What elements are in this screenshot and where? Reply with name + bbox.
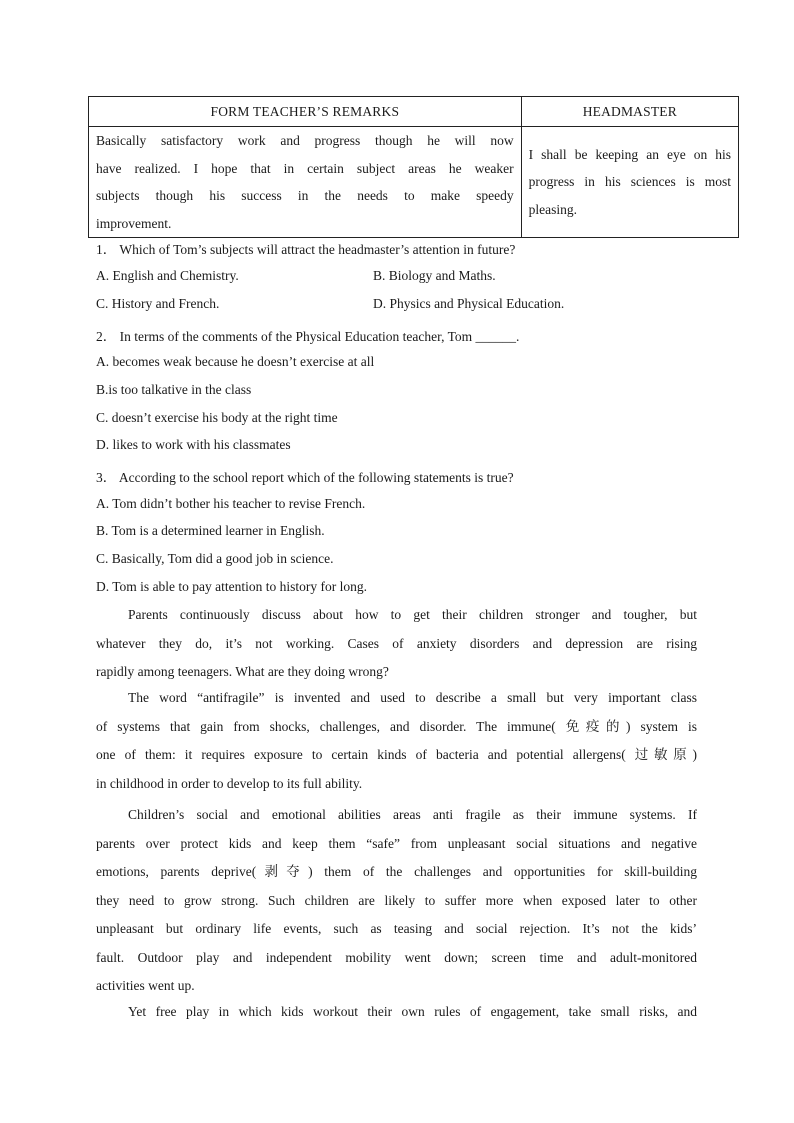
passage-paragraph-2 xyxy=(96,684,697,798)
form-teacher-line: improvement. xyxy=(96,215,172,231)
question-3-option-a: A. Tom didn’t bother his teacher to revise French. xyxy=(96,496,366,511)
question-2-option-b: B.is too talkative in the class xyxy=(96,382,252,397)
passage-paragraph-3 xyxy=(96,801,697,1001)
paragraph-line: whatever they do, it’s not working. Cases of anxiety disorders and depression are rising xyxy=(96,635,697,651)
paragraph-line: parents over protect kids and keep them “safe” from unpleasant social situations and negative xyxy=(96,835,697,851)
remarks-header-row xyxy=(89,97,739,127)
paragraph-line: fault. Outdoor play and independent mobility went down; screen time and adult-monitored xyxy=(96,949,697,965)
paragraph-line: one of them: it requires exposure to certain kinds of bacteria and potential allergens( 过敏原) xyxy=(96,747,697,762)
remarks-table xyxy=(88,96,739,238)
question-1-stem: 1． Which of Tom’s subjects will attract the headmaster’s attention in future? xyxy=(96,242,516,257)
form-teacher-line: Basically satisfactory work and progress though he will now xyxy=(96,133,514,148)
paragraph-line: Children’s social and emotional abilities areas anti fragile as their immune systems. If xyxy=(128,807,697,822)
question-2-option-c: C. doesn’t exercise his body at the right time xyxy=(96,410,338,425)
paragraph-line: activities went up. xyxy=(96,978,195,993)
form-teacher-remarks-cell xyxy=(89,127,522,238)
paragraph-line: in childhood in order to develop to its full ability. xyxy=(96,775,363,791)
question-3-stem: 3． According to the school report which of the following statements is true? xyxy=(96,470,514,485)
question-3-option-c: C. Basically, Tom did a good job in science. xyxy=(96,551,334,566)
paragraph-line: Parents continuously discuss about how to get their children stronger and tougher, but xyxy=(128,607,697,622)
passage-paragraph-1 xyxy=(96,601,697,687)
form-teacher-line: have realized. I hope that in certain subject areas he weaker xyxy=(96,160,514,176)
headmaster-line: progress in his sciences is most xyxy=(528,174,731,190)
paragraph-line: of systems that gain from shocks, challenges, and disorder. The immune( 免疫的) system is xyxy=(96,718,697,734)
question-2-option-d: D. likes to work with his classmates xyxy=(96,437,291,452)
question-1-option-a: A. English and Chemistry. xyxy=(96,268,239,283)
paragraph-line: emotions, parents deprive(剥夺) them of the challenges and opportunities for skill-building xyxy=(96,864,697,879)
question-2-option-a: A. becomes weak because he doesn’t exercise at all xyxy=(96,354,375,369)
question-1-option-b: B. Biology and Maths. xyxy=(373,268,496,283)
headmaster-remarks-cell xyxy=(521,127,738,238)
header-headmaster: HEADMASTER xyxy=(521,97,738,127)
question-1-option-c: C. History and French. xyxy=(96,296,220,311)
paragraph-line: unpleasant but ordinary life events, such as teasing and social rejection. It’s not the kids’ xyxy=(96,921,697,936)
form-teacher-line: subjects though his success in the needs to make speedy xyxy=(96,188,514,203)
question-3-option-d: D. Tom is able to pay attention to history for long. xyxy=(96,579,368,594)
paragraph-line: they need to grow strong. Such children are likely to suffer more when exposed later to other xyxy=(96,892,697,908)
question-2-stem: 2． In terms of the comments of the Physical Education teacher, Tom ______. xyxy=(96,329,520,344)
paragraph-line: Yet free play in which kids workout their own rules of engagement, take small risks, and xyxy=(128,1004,697,1019)
remarks-body-row xyxy=(89,127,739,238)
headmaster-line: I shall be keeping an eye on his xyxy=(528,146,731,162)
paragraph-line: rapidly among teenagers. What are they doing wrong? xyxy=(96,664,389,679)
headmaster-line: pleasing. xyxy=(528,201,578,217)
header-form-teacher-remarks: FORM TEACHER’S REMARKS xyxy=(89,97,522,127)
passage-paragraph-4 xyxy=(96,998,697,1027)
paragraph-line: The word “antifragile” is invented and used to describe a small but very important class xyxy=(128,690,697,705)
question-1-option-d: D. Physics and Physical Education. xyxy=(373,296,565,311)
question-3-option-b: B. Tom is a determined learner in English. xyxy=(96,523,325,538)
